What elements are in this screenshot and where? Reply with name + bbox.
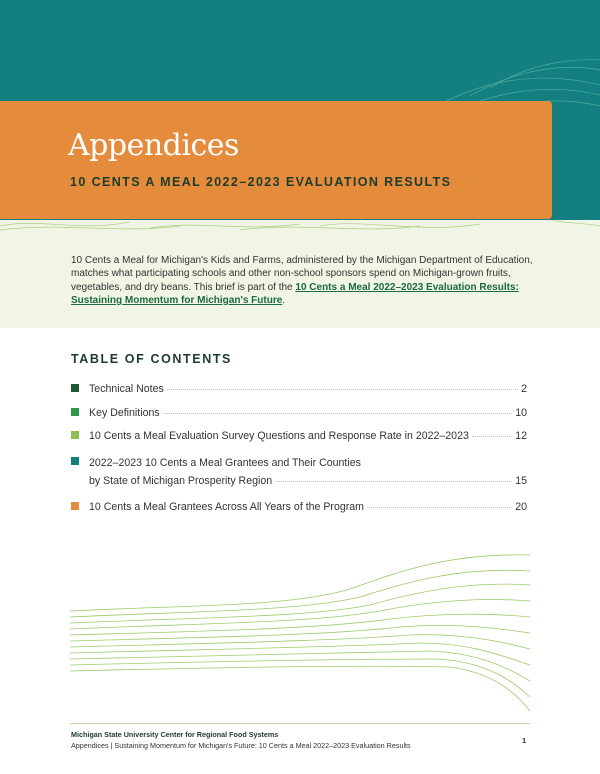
grass-decoration — [0, 212, 600, 236]
toc-page-number: 12 — [515, 430, 527, 442]
toc-item-label: 2022–2023 10 Cents a Meal Grantees and Their Counties — [89, 456, 361, 469]
toc-page-number: 2 — [521, 383, 527, 395]
intro-paragraph — [71, 254, 561, 307]
footer-subtitle: Appendices | Sustaining Momentum for Michigan's Future: 10 Cents a Meal 2022–2023 Evaluation Results — [71, 741, 411, 750]
footer-organization: Michigan State University Center for Regional Food Systems — [71, 730, 279, 739]
toc-item-label: 10 Cents a Meal Evaluation Survey Questions and Response Rate in 2022–2023 — [89, 430, 469, 442]
dot-leader — [367, 507, 512, 508]
toc-item-label: 10 Cents a Meal Grantees Across All Years of the Program — [89, 501, 364, 513]
toc-page-number: 15 — [515, 474, 527, 487]
page-title: Appendices — [68, 128, 239, 163]
toc-page-number: 20 — [515, 501, 527, 513]
page-number: 1 — [522, 736, 527, 745]
bullet-square-icon — [71, 457, 79, 465]
page-subtitle: 10 CENTS A MEAL 2022–2023 EVALUATION RESULTS — [70, 175, 452, 189]
toc-item-label-line2: by State of Michigan Prosperity Region — [89, 474, 273, 487]
toc-item-label: Technical Notes — [89, 383, 164, 395]
bullet-square-icon — [71, 408, 79, 416]
intro-text: 10 Cents a Meal for Michigan's Kids and Farms, administered by the Michigan Department of Education, matches what participating schools and other non-school sponsors spend on Michigan-grown fruits, vegetables, and dry beans. This brief is part of the — [71, 255, 533, 293]
toc-item-grantees-all-years[interactable] — [71, 501, 527, 513]
dot-leader — [167, 389, 518, 390]
bullet-square-icon — [71, 502, 79, 510]
footer-divider — [70, 723, 530, 724]
toc-item-technical-notes[interactable] — [71, 383, 527, 395]
toc-item-key-definitions[interactable] — [71, 407, 527, 419]
dot-leader — [275, 481, 512, 482]
toc-item-label: Key Definitions — [89, 406, 160, 419]
bullet-square-icon — [71, 431, 79, 439]
dot-leader — [163, 413, 513, 414]
dot-leader — [472, 436, 512, 437]
table-of-contents — [71, 383, 527, 525]
intro-end: . — [282, 294, 286, 306]
evaluation-report-link[interactable]: 10 Cents a Meal 2022–2023 Evaluation Results: Sustaining Momentum for Michigan's Future — [71, 281, 519, 306]
decorative-wave-lines — [70, 545, 530, 725]
toc-heading: TABLE OF CONTENTS — [71, 352, 232, 366]
toc-item-survey-questions[interactable] — [71, 430, 527, 442]
bullet-square-icon — [71, 384, 79, 392]
toc-item-grantees-counties[interactable] — [71, 454, 527, 490]
toc-page-number: 10 — [515, 406, 527, 419]
